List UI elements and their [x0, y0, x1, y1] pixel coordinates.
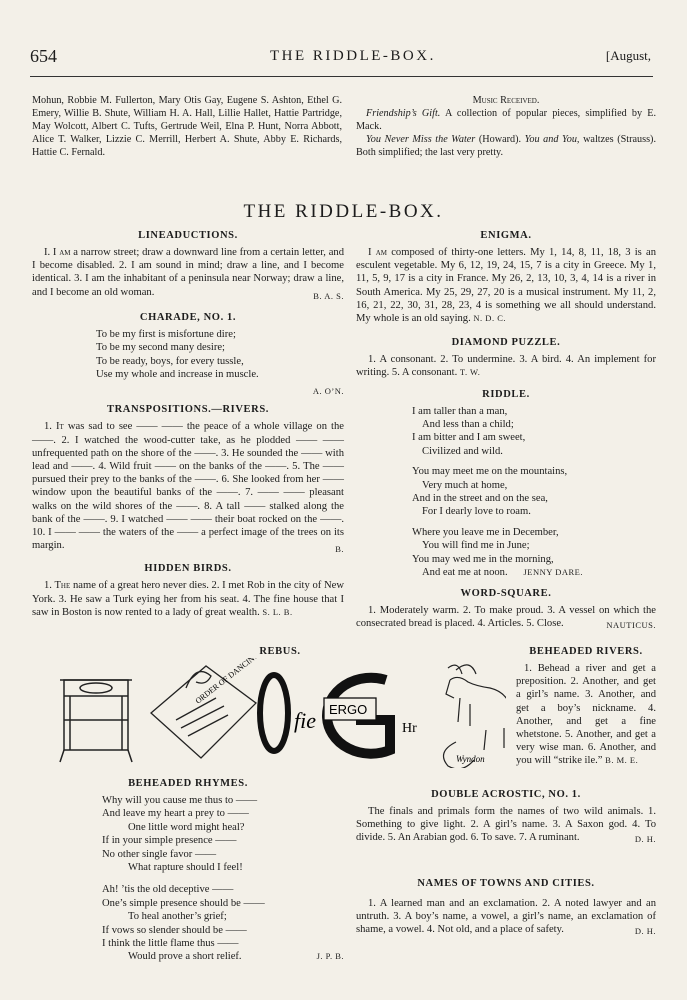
diamond-body: 1. A consonant. 2. To undermine. 3. A bird. 4. An implement for writing. 5. A consonant.: [356, 354, 656, 379]
running-title: THE RIDDLE-BOX.: [270, 48, 436, 64]
transpositions-signature: B.: [335, 544, 344, 555]
transpositions-body: was sad to see —— —— the peace of a whole village on the ——. 2. I watched the wood-cutter take, as he plodded —— —— unfrequented path on the shore of the ——. 3. He sounded the —— with lead and ——. 4. Wild fruit —— on the banks of the ——. 5. The —— pursued their prey to the banks of the ——. 6. She looked from her —— window upon the beautiful banks of the ——. 7. —— —— pleasant walks on the wild shores of the ——. 8. A tall —— stalked along the bank of the ——. 9. I watched —— —— their boat rocked on the ——. 10. I —— —— the waters of the —— a perfect image of the trees on its margin.: [32, 421, 344, 552]
music-item-2-title-b: You and You,: [524, 134, 580, 146]
rhyme-line: One’s simple presence should be ——: [102, 897, 265, 909]
riddle-line: And in the street and on the sea,: [412, 493, 548, 505]
charade-title: CHARADE, NO. 1.: [139, 311, 237, 323]
riddle-line: I am taller than a man,: [412, 405, 508, 417]
music-heading: Music Received.: [472, 95, 540, 106]
rhyme-line: What rapture should I feel!: [128, 862, 243, 874]
beheaded-rivers: [516, 646, 656, 768]
charade-line: To be my first is misfortune dire;: [96, 328, 236, 340]
riddle-line: Civilized and wild.: [422, 445, 503, 457]
lineaductions-lead: I. I am: [44, 247, 71, 258]
beheaded-rhymes: [32, 778, 344, 964]
beheaded-rivers-text: [516, 662, 656, 768]
beheaded-rivers-title: BEHEADED RIVERS.: [529, 646, 643, 657]
music-item-2: [356, 133, 656, 159]
rhyme-line: And leave my heart a prey to ——: [102, 808, 249, 820]
rebus-title: REBUS.: [259, 646, 301, 657]
riddle-line: You will find me in June;: [422, 540, 530, 552]
riddle-line: You may wed me in the morning,: [412, 553, 554, 565]
enigma-text: [356, 246, 656, 325]
music-item-2-text: (Howard).: [478, 134, 522, 146]
solvers-names: Mohun, Robbie M. Fullerton, Mary Otis Gay, Eugene S. Ashton, Ethel G. Emery, Willie B. Shute, William H. A. Hall, Lillie Hallet, Hattie Partridge, May Wolcott, Albert C. Tufts, Gertrude Weil, Elna P. Hunt, Norra Abbott, Alice T. Walker, Lizzie C. Merrill, Herbert A. Shute, Abby E. Richards, Hattie C. Fernald.: [32, 95, 342, 159]
music-item-2-title: You Never Miss the Water: [366, 134, 476, 146]
riddle-line: Where you leave me in December,: [412, 526, 559, 538]
enigma-body: composed of thirty-one letters. My 1, 14, 8, 11, 18, 3 is an esculent vegetable. My 6, 12, 19, 24, 15, 7 is a city in Greece. My 1, 11, 5, 9, 17 is a city in France. My 26, 2, 13, 10, 3, 4, 14 is a river in South America. My 25, 29, 27, 20 is a musical instrument. My 11, 2, 16, 21, 22, 30, 31, 28, 23, 4 is something we all should understand. My whole is an old saying.: [356, 247, 656, 325]
lineaductions-signature: B. A. S.: [313, 290, 344, 301]
riddle-title: RIDDLE.: [482, 388, 530, 400]
rebus-artist-signature: Wyndon: [456, 754, 485, 764]
riddle-line: And less than a child;: [422, 419, 514, 431]
rhyme-line: Why will you cause me thus to ——: [102, 795, 258, 806]
riddle-line: I am bitter and I am sweet,: [412, 432, 526, 444]
towns-and-cities: [356, 878, 656, 939]
hidden-birds-text: [32, 579, 344, 619]
music-item-2-text-b: waltzes (Strauss). Both simplified; the last very pretty.: [356, 134, 656, 159]
rhyme-line: I think the little flame thus ——: [102, 938, 239, 950]
riddle-line: Very much at home,: [422, 479, 508, 491]
enigma-title: ENIGMA.: [480, 230, 532, 241]
music-item-1-title: Friendship’s Gift.: [366, 108, 441, 120]
hidden-birds-title: HIDDEN BIRDS.: [144, 563, 232, 575]
page-number: 654: [30, 46, 57, 66]
beheaded-rhymes-stanza-2: [32, 883, 344, 963]
rhyme-line: Ah! ’tis the old deceptive ——: [102, 884, 234, 896]
music-item-1-text: A collection of popular pieces, simplified by E. Mack.: [356, 108, 657, 133]
riddle-line: [412, 566, 656, 579]
music-received: [356, 94, 656, 159]
hidden-birds-signature: S. L. B.: [262, 606, 293, 617]
charade-line: To be my second many desire;: [96, 342, 225, 354]
towns-title: NAMES OF TOWNS AND CITIES.: [417, 878, 595, 889]
riddle-verse: [356, 405, 656, 580]
diamond-text: [356, 353, 656, 379]
rebus-fie-text: fie: [294, 708, 316, 733]
solvers-list: [32, 94, 342, 159]
transpositions-lead: 1. It: [44, 421, 64, 433]
word-square-title: WORD-SQUARE.: [460, 587, 552, 599]
rhyme-line-text: Would prove a short relief.: [128, 951, 242, 963]
towns-signature: D. H.: [634, 926, 656, 937]
beheaded-rhymes-signature: J. P. B.: [316, 951, 344, 962]
towns-body: 1. A learned man and an exclamation. 2. A noted lawyer and an untruth. 3. A boy’s name, a vowel, a girl’s name, an exclamation of shame, a vowel. 4. Not old, and a place of safety.: [356, 898, 656, 936]
beheaded-rhymes-title: BEHEADED RHYMES.: [128, 778, 248, 789]
rhyme-line: [102, 950, 344, 963]
rebus-ergo-text: ERGO: [329, 702, 368, 717]
beheaded-rhymes-stanza-1: [32, 794, 344, 874]
towns-text: [356, 897, 656, 937]
rebus-picture: [56, 658, 506, 768]
hidden-birds-lead: 1. The: [44, 580, 71, 592]
word-square-signature: NAUTICUS.: [606, 619, 656, 630]
word-square-text: [356, 604, 656, 630]
double-acrostic-text: [356, 805, 656, 845]
transpositions-text: [32, 420, 344, 555]
right-column: [356, 230, 656, 632]
rhyme-line: One little word might heal?: [128, 821, 245, 833]
music-item-1: [356, 107, 656, 133]
riddle-line: You may meet me on the mountains,: [412, 466, 568, 478]
rebus-book-text: ORDER OF DANCING: [193, 658, 261, 706]
diamond-title: DIAMOND PUZZLE.: [451, 337, 561, 349]
riddle-line: For I dearly love to roam.: [422, 506, 531, 518]
riddle-line-text: And eat me at noon.: [422, 567, 508, 579]
rhyme-line: No other single favor ——: [102, 848, 217, 860]
transpositions-title: TRANSPOSITIONS.—RIVERS.: [106, 404, 269, 416]
double-acrostic-body: The finals and primals form the names of two wild animals. 1. Something to give light. 2. A girl’s name. 3. A Saxon god. 4. To divide. 5. An Arabian god. 6. To save. 7. A ruminant.: [356, 806, 656, 844]
charade-signature: A. O’N.: [312, 386, 344, 397]
enigma-signature: N. D. C.: [473, 313, 506, 324]
rebus-hr-text: Hr: [402, 721, 417, 736]
rhyme-line: If vows so slender should be ——: [102, 924, 247, 936]
word-square-body: 1. Moderately warm. 2. To make proud. 3. A vessel on which the consecrated bread is placed. 4. Articles. 5. Close.: [356, 604, 656, 629]
double-acrostic-title: DOUBLE ACROSTIC, NO. 1.: [431, 789, 581, 800]
rhyme-line: To heal another’s grief;: [128, 911, 227, 923]
charade-verse: [32, 328, 344, 382]
running-month: [August,: [605, 48, 651, 63]
lineaductions-body: a narrow street; draw a downward line from a certain letter, and I become disabled. 2. I am sound in mind; draw a line, and I become identical. 3. I am the inhabitant of a peninsula near Norway; draw a line, and I become an old woman.: [32, 247, 345, 298]
double-acrostic-signature: D. H.: [634, 834, 656, 845]
hidden-birds-body: name of a great hero never dies. 2. I met Rob in the city of New York. 3. He saw a Turk eying her from his seat. 4. The fine house that I saw in Boston is now rented to a lady of great wealth.: [32, 580, 345, 618]
lineaductions-title: LINEADUCTIONS.: [138, 230, 238, 241]
section-title: THE RIDDLE-BOX.: [243, 201, 444, 222]
charade-line: Use my whole and increase in muscle.: [96, 369, 259, 381]
diamond-signature: T. W.: [459, 367, 481, 378]
double-acrostic: [356, 789, 656, 847]
header-rule: [30, 76, 653, 77]
beheaded-rivers-body: 1. Behead a river and get a preposition. 2. Another, and get a girl’s name. 3. Another, and get a boy’s nickname. 4. Another, and get a fine whetstone. 5. Another, and get a very wise man. 6. Another, and you will “strike ile.”: [516, 663, 656, 767]
left-column: [32, 230, 344, 619]
riddle-signature: JENNY DARE.: [523, 567, 583, 578]
rebus-illustration: [56, 658, 506, 768]
beheaded-rivers-signature: B. M. E.: [605, 755, 639, 766]
enigma-lead: I am: [368, 247, 388, 258]
rhyme-line: If in your simple presence ——: [102, 835, 237, 847]
charade-line: To be ready, boys, for every tussle,: [96, 355, 244, 367]
